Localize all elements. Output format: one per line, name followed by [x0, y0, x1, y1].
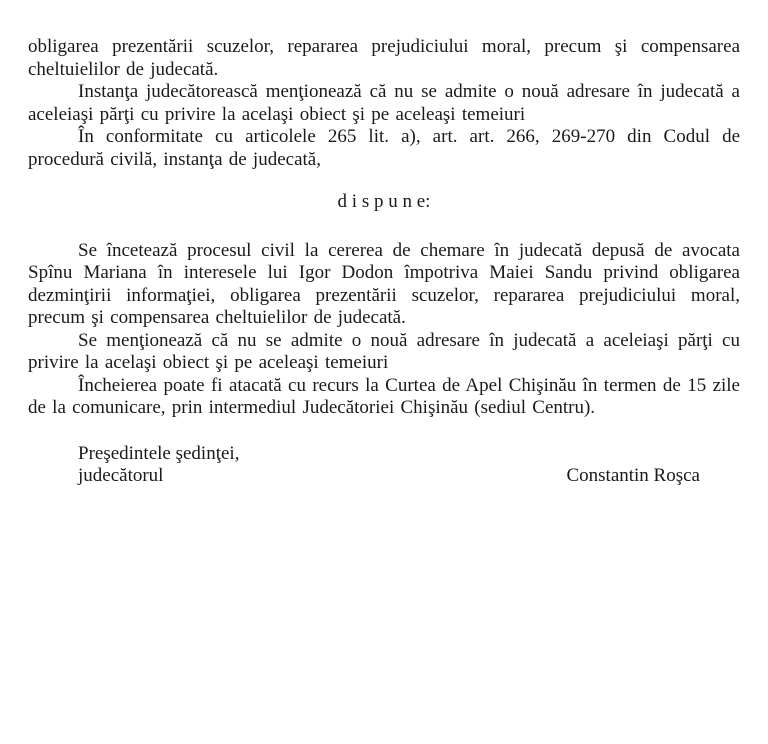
paragraph-legal-basis: În conformitate cu articolele 265 lit. a), art. art. 266, 269-270 din Codul de procedură civilă, instanţa de judecată,: [28, 126, 740, 170]
judge-name: Constantin Roşca: [566, 465, 700, 486]
paragraph-appeal: Încheierea poate fi atacată cu recurs la Curtea de Apel Chişinău în termen de 15 zile de la comunicare, prin intermediul Judecătoriei Chişinău (sediul Centru).: [28, 374, 740, 418]
signature-block: [28, 443, 740, 488]
signature-row: [28, 465, 740, 488]
signature-role-line1: Preşedintele şedinţei,: [78, 442, 240, 464]
heading-dispune: d i s p u n e:: [337, 191, 431, 212]
paragraph-continuation: obligarea prezentării scuzelor, repararea prejudiciului moral, precum şi compensarea cheltuielilor de judecată.: [28, 36, 740, 80]
paragraph-mention: Se menţionează că nu se admite o nouă adresare în judecată a aceleiaşi părţi cu privire la acelaşi obiect şi pe aceleaşi temeiuri: [28, 329, 740, 373]
signature-role-line2: judecătorul: [78, 465, 164, 486]
paragraph-no-readdress: Instanţa judecătorească menţionează că nu se admite o nouă adresare în judecată a aceleiaşi părţi cu privire la acelaşi obiect şi pe aceleaşi temeiuri: [28, 81, 740, 125]
paragraph-decision: Se încetează procesul civil la cererea de chemare în judecată depusă de avocata Spînu Mariana în interesele lui Igor Dodon împotriva Maiei Sandu privind obligarea dezminţirii informaţiei, obligarea prezentării scuzelor, repararea prejudiciului moral, precum şi compensarea cheltuielilor de judecată.: [28, 239, 740, 328]
